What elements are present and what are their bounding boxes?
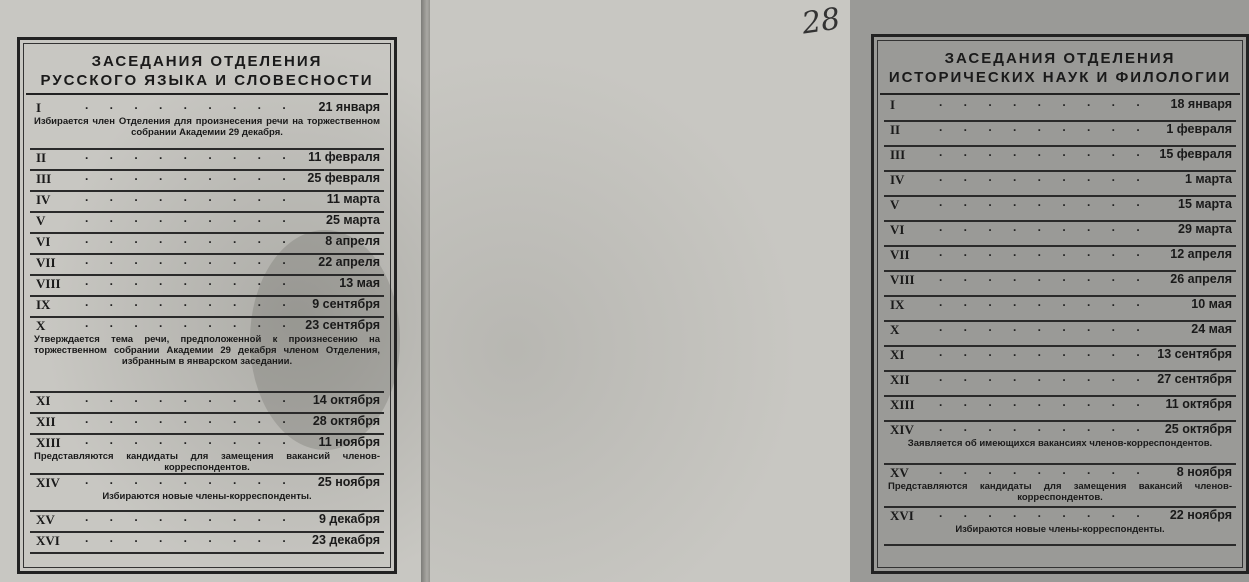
session-date: 10 мая bbox=[1191, 297, 1232, 311]
session-note: Представляются кандидаты для замещения вакансий членов-корреспондентов. bbox=[888, 481, 1232, 503]
leader-dots: . . . . . . . . . bbox=[85, 433, 295, 447]
session-date: 15 марта bbox=[1178, 197, 1232, 211]
leader-dots: . . . . . . . . . bbox=[85, 274, 295, 288]
left-session-row bbox=[30, 435, 384, 475]
session-date: 1 марта bbox=[1184, 172, 1232, 186]
leader-dots: . . . . . . . . . bbox=[939, 295, 1149, 309]
right-session-row bbox=[884, 397, 1236, 422]
leader-dots: . . . . . . . . . bbox=[939, 120, 1149, 134]
session-number: X bbox=[36, 318, 46, 333]
session-number: XII bbox=[36, 414, 56, 429]
session-note: Представляются кандидаты для замещения вакансий членов-корреспондентов. bbox=[34, 451, 380, 473]
leader-dots: . . . . . . . . . bbox=[85, 473, 295, 487]
session-number: VII bbox=[890, 247, 910, 262]
session-number: VIII bbox=[36, 276, 61, 291]
left-session-row bbox=[30, 533, 384, 554]
session-number: V bbox=[36, 213, 46, 228]
session-date: 23 сентября bbox=[305, 318, 380, 332]
session-date: 12 апреля bbox=[1170, 247, 1232, 261]
session-date: 23 декабря bbox=[312, 533, 380, 547]
left-title-line-1: ЗАСЕДАНИЯ ОТДЕЛЕНИЯ bbox=[91, 53, 323, 70]
session-date: 27 сентября bbox=[1157, 372, 1232, 386]
session-number: II bbox=[890, 122, 901, 137]
right-page bbox=[430, 0, 1232, 582]
session-number: XI bbox=[890, 347, 905, 362]
left-session-row bbox=[30, 475, 384, 512]
left-session-row bbox=[30, 512, 384, 533]
session-number: II bbox=[36, 150, 47, 165]
session-number: XI bbox=[36, 393, 51, 408]
leader-dots: . . . . . . . . . bbox=[85, 295, 295, 309]
session-note: Избираются новые члены-корреспонденты. bbox=[955, 524, 1165, 535]
leader-dots: . . . . . . . . . bbox=[939, 195, 1149, 209]
session-number: XV bbox=[890, 465, 909, 480]
left-title-line-2: РУССКОГО ЯЗЫКА И СЛОВЕСНОСТИ bbox=[40, 72, 374, 89]
left-session-row bbox=[30, 318, 384, 393]
session-date: 25 ноября bbox=[317, 475, 380, 489]
page-number-mark: 28 bbox=[799, 1, 843, 42]
leader-dots: . . . . . . . . . bbox=[939, 220, 1149, 234]
session-date: 9 декабря bbox=[318, 512, 380, 526]
left-session-row bbox=[30, 276, 384, 297]
session-date: 21 января bbox=[318, 100, 380, 114]
session-number: X bbox=[890, 322, 900, 337]
left-page bbox=[0, 0, 425, 582]
session-date: 25 марта bbox=[326, 213, 380, 227]
right-session-row bbox=[884, 197, 1236, 222]
leader-dots: . . . . . . . . . bbox=[939, 370, 1149, 384]
leader-dots: . . . . . . . . . bbox=[939, 463, 1149, 477]
session-number: IV bbox=[36, 192, 51, 207]
right-session-row bbox=[884, 322, 1236, 347]
left-session-row bbox=[30, 150, 384, 171]
session-number: IV bbox=[890, 172, 905, 187]
session-note: Избирается член Отделения для произнесения речи на торжественном собрании Академии 29 декабря. bbox=[34, 116, 380, 138]
session-note: Избираются новые члены-корреспонденты. bbox=[102, 491, 312, 502]
left-title-rule bbox=[26, 93, 388, 95]
session-number: IX bbox=[890, 297, 905, 312]
session-date: 25 октября bbox=[1164, 422, 1232, 436]
left-session-row bbox=[30, 393, 384, 414]
session-date: 24 мая bbox=[1191, 322, 1232, 336]
leader-dots: . . . . . . . . . bbox=[85, 148, 295, 162]
leader-dots: . . . . . . . . . bbox=[939, 420, 1149, 434]
session-number: XV bbox=[36, 512, 55, 527]
session-number: V bbox=[890, 197, 900, 212]
session-note: Утверждается тема речи, предположенной к произнесению на торжественном собрании Академии 29 декабря членом Отделения, избранным в январском заседании. bbox=[34, 334, 380, 367]
session-date: 13 мая bbox=[339, 276, 380, 290]
right-session-row bbox=[884, 147, 1236, 172]
session-number: XIV bbox=[890, 422, 914, 437]
left-session-row bbox=[30, 414, 384, 435]
session-date: 25 февраля bbox=[307, 171, 380, 185]
left-schedule-frame bbox=[17, 37, 397, 574]
right-session-row bbox=[884, 422, 1236, 465]
leader-dots: . . . . . . . . . bbox=[939, 170, 1149, 184]
right-schedule-frame bbox=[871, 34, 1249, 574]
leader-dots: . . . . . . . . . bbox=[939, 506, 1149, 520]
leader-dots: . . . . . . . . . bbox=[85, 190, 295, 204]
leader-dots: . . . . . . . . . bbox=[939, 270, 1149, 284]
leader-dots: . . . . . . . . . bbox=[939, 395, 1149, 409]
session-date: 26 апреля bbox=[1170, 272, 1232, 286]
session-number: VII bbox=[36, 255, 56, 270]
right-session-row bbox=[884, 297, 1236, 322]
session-date: 8 апреля bbox=[325, 234, 380, 248]
session-date: 28 октября bbox=[312, 414, 380, 428]
session-date: 1 февраля bbox=[1166, 122, 1232, 136]
left-session-row bbox=[30, 171, 384, 192]
session-number: III bbox=[36, 171, 52, 186]
leader-dots: . . . . . . . . . bbox=[939, 245, 1149, 259]
right-title bbox=[874, 49, 1246, 87]
right-session-row bbox=[884, 372, 1236, 397]
right-session-row bbox=[884, 465, 1236, 508]
left-session-row bbox=[30, 234, 384, 255]
leader-dots: . . . . . . . . . bbox=[85, 232, 295, 246]
leader-dots: . . . . . . . . . bbox=[85, 391, 295, 405]
right-session-row bbox=[884, 347, 1236, 372]
left-session-row bbox=[30, 100, 384, 150]
session-date: 11 марта bbox=[326, 192, 380, 206]
session-date: 22 апреля bbox=[318, 255, 380, 269]
session-date: 13 сентября bbox=[1157, 347, 1232, 361]
left-title bbox=[20, 52, 394, 90]
session-date: 8 ноября bbox=[1176, 465, 1232, 479]
session-date: 29 марта bbox=[1178, 222, 1232, 236]
session-number: XIV bbox=[36, 475, 60, 490]
leader-dots: . . . . . . . . . bbox=[939, 145, 1149, 159]
session-number: VI bbox=[890, 222, 905, 237]
leader-dots: . . . . . . . . . bbox=[85, 211, 295, 225]
right-title-line-1: ЗАСЕДАНИЯ ОТДЕЛЕНИЯ bbox=[944, 50, 1176, 67]
leader-dots: . . . . . . . . . bbox=[939, 95, 1149, 109]
session-date: 11 октября bbox=[1165, 397, 1232, 411]
session-number: XIII bbox=[36, 435, 61, 450]
left-session-row bbox=[30, 192, 384, 213]
session-date: 14 октября bbox=[312, 393, 380, 407]
left-session-row bbox=[30, 297, 384, 318]
session-number: XII bbox=[890, 372, 910, 387]
session-number: IX bbox=[36, 297, 51, 312]
leader-dots: . . . . . . . . . bbox=[85, 169, 295, 183]
left-session-row bbox=[30, 255, 384, 276]
right-session-row bbox=[884, 97, 1236, 122]
session-date: 11 ноября bbox=[318, 435, 380, 449]
leader-dots: . . . . . . . . . bbox=[85, 98, 295, 112]
session-number: XIII bbox=[890, 397, 915, 412]
session-date: 22 ноября bbox=[1169, 508, 1232, 522]
right-session-row bbox=[884, 247, 1236, 272]
session-number: VIII bbox=[890, 272, 915, 287]
leader-dots: . . . . . . . . . bbox=[85, 510, 295, 524]
leader-dots: . . . . . . . . . bbox=[85, 316, 295, 330]
right-session-row bbox=[884, 172, 1236, 197]
session-number: XVI bbox=[36, 533, 60, 548]
session-date: 18 января bbox=[1170, 97, 1232, 111]
right-title-line-2: ИСТОРИЧЕСКИХ НАУК И ФИЛОЛОГИИ bbox=[888, 69, 1232, 86]
leader-dots: . . . . . . . . . bbox=[85, 531, 295, 545]
session-number: III bbox=[890, 147, 906, 162]
leader-dots: . . . . . . . . . bbox=[85, 253, 295, 267]
session-number: XVI bbox=[890, 508, 914, 523]
right-session-row bbox=[884, 508, 1236, 546]
right-session-row bbox=[884, 272, 1236, 297]
leader-dots: . . . . . . . . . bbox=[939, 320, 1149, 334]
session-note: Заявляется об имеющихся вакансиях членов-корреспондентов. bbox=[907, 438, 1213, 449]
session-number: VI bbox=[36, 234, 51, 249]
session-date: 15 февраля bbox=[1159, 147, 1232, 161]
right-session-row bbox=[884, 122, 1236, 147]
right-session-row bbox=[884, 222, 1236, 247]
session-date: 9 сентября bbox=[312, 297, 380, 311]
leader-dots: . . . . . . . . . bbox=[85, 412, 295, 426]
session-number: I bbox=[36, 100, 42, 115]
session-date: 11 февраля bbox=[308, 150, 380, 164]
session-number: I bbox=[890, 97, 896, 112]
left-session-row bbox=[30, 213, 384, 234]
leader-dots: . . . . . . . . . bbox=[939, 345, 1149, 359]
